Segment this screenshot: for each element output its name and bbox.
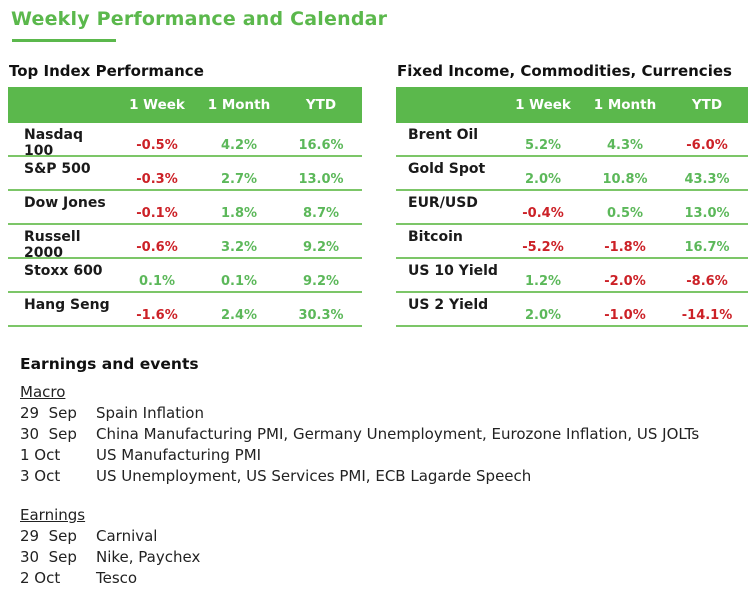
cell-value: -0.3% [136,172,178,187]
cell-value: 2.7% [220,172,258,187]
tables-row [0,62,751,327]
event-date: 30 Sep [20,548,77,566]
event-text: Nike, Paychex [96,548,201,566]
cell-value: 10.8% [602,172,648,187]
event-row [20,424,751,445]
cell-value: 2.0% [524,172,562,187]
row-name: Russell 2000 [24,229,81,261]
events-title: Earnings and events [20,355,199,373]
table-row [8,123,362,157]
events-subsection-macro [20,382,751,487]
event-text: US Manufacturing PMI [96,446,262,464]
table-row [396,191,748,225]
events-subsection-title: Macro [20,383,66,401]
event-text: US Unemployment, US Services PMI, ECB Lagarde Speech [96,467,532,485]
table-title: Top Index Performance [9,62,204,80]
events-subsection-earnings [20,505,751,589]
event-text: China Manufacturing PMI, Germany Unemployment, Eurozone Inflation, US JOLTs [96,425,700,443]
cell-value: -6.0% [686,138,728,153]
table-body [396,123,748,327]
cell-value: 0.1% [220,274,258,289]
table-fixed-income-commodities-currencies [396,62,748,327]
title-underline [12,39,116,42]
event-row [20,568,751,589]
event-row [20,547,751,568]
row-name: US 10 Yield [408,263,498,279]
event-date: 3 Oct [20,467,61,485]
cell-value: 43.3% [684,172,730,187]
cell-value: 4.3% [606,138,644,153]
event-date: 29 Sep [20,527,77,545]
cell-value: 2.0% [524,308,562,323]
cell-value: 30.3% [298,308,344,323]
event-text: Spain Inflation [96,404,204,422]
cell-value: 2.4% [220,308,258,323]
cell-value: 1.8% [220,206,258,221]
cell-value: -8.6% [686,274,728,289]
header-col-ytd: YTD [691,97,723,113]
table-row [396,259,748,293]
table-row [8,259,362,293]
cell-value: -1.6% [136,308,178,323]
cell-value: -1.8% [604,240,646,255]
table-header [396,87,748,123]
table-top-index-performance [8,62,362,327]
event-row [20,466,751,487]
event-date: 2 Oct [20,569,61,587]
cell-value: 1.2% [524,274,562,289]
table-row [8,293,362,327]
event-text: Carnival [96,527,158,545]
row-name: Bitcoin [408,229,463,245]
cell-value: -0.6% [136,240,178,255]
header-col-1week: 1 Week [129,97,185,113]
events-subsection-title: Earnings [20,506,86,524]
cell-value: 13.0% [684,206,730,221]
event-text: Tesco [96,569,138,587]
cell-value: -14.1% [681,308,733,323]
row-name: S&P 500 [24,161,91,177]
row-name: EUR/USD [408,195,478,211]
cell-value: -1.0% [604,308,646,323]
header-col-ytd: YTD [305,97,337,113]
table-row [396,293,748,327]
event-row [20,526,751,547]
header-col-1month: 1 Month [593,97,657,113]
cell-value: -0.1% [136,206,178,221]
row-name: Brent Oil [408,127,479,143]
table-row [396,157,748,191]
table-row [8,191,362,225]
row-name: Dow Jones [24,195,106,211]
table-row [396,225,748,259]
table-body [8,123,362,327]
table-row [396,123,748,157]
page-title: Weekly Performance and Calendar [11,8,388,30]
cell-value: -0.5% [136,138,178,153]
events-sections [20,382,751,589]
table-row [8,157,362,191]
event-date: 29 Sep [20,404,77,422]
table-title: Fixed Income, Commodities, Currencies [397,62,732,80]
table-row [8,225,362,259]
cell-value: 0.5% [606,206,644,221]
cell-value: 9.2% [302,240,340,255]
event-date: 1 Oct [20,446,61,464]
cell-value: -2.0% [604,274,646,289]
cell-value: 8.7% [302,206,340,221]
cell-value: 3.2% [220,240,258,255]
row-name: Nasdaq 100 [24,127,83,159]
cell-value: 13.0% [298,172,344,187]
cell-value: 4.2% [220,138,258,153]
cell-value: 9.2% [302,274,340,289]
cell-value: -0.4% [522,206,564,221]
cell-value: 16.7% [684,240,730,255]
row-name: Stoxx 600 [24,263,103,279]
row-name: Gold Spot [408,161,486,177]
cell-value: 16.6% [298,138,344,153]
header-col-1week: 1 Week [515,97,571,113]
cell-value: 5.2% [524,138,562,153]
cell-value: 0.1% [138,274,176,289]
row-name: Hang Seng [24,297,110,313]
event-row [20,445,751,466]
cell-value: -5.2% [522,240,564,255]
event-row [20,403,751,424]
earnings-and-events-section [20,355,751,589]
header-col-1month: 1 Month [207,97,271,113]
event-date: 30 Sep [20,425,77,443]
table-header [8,87,362,123]
row-name: US 2 Yield [408,297,489,313]
